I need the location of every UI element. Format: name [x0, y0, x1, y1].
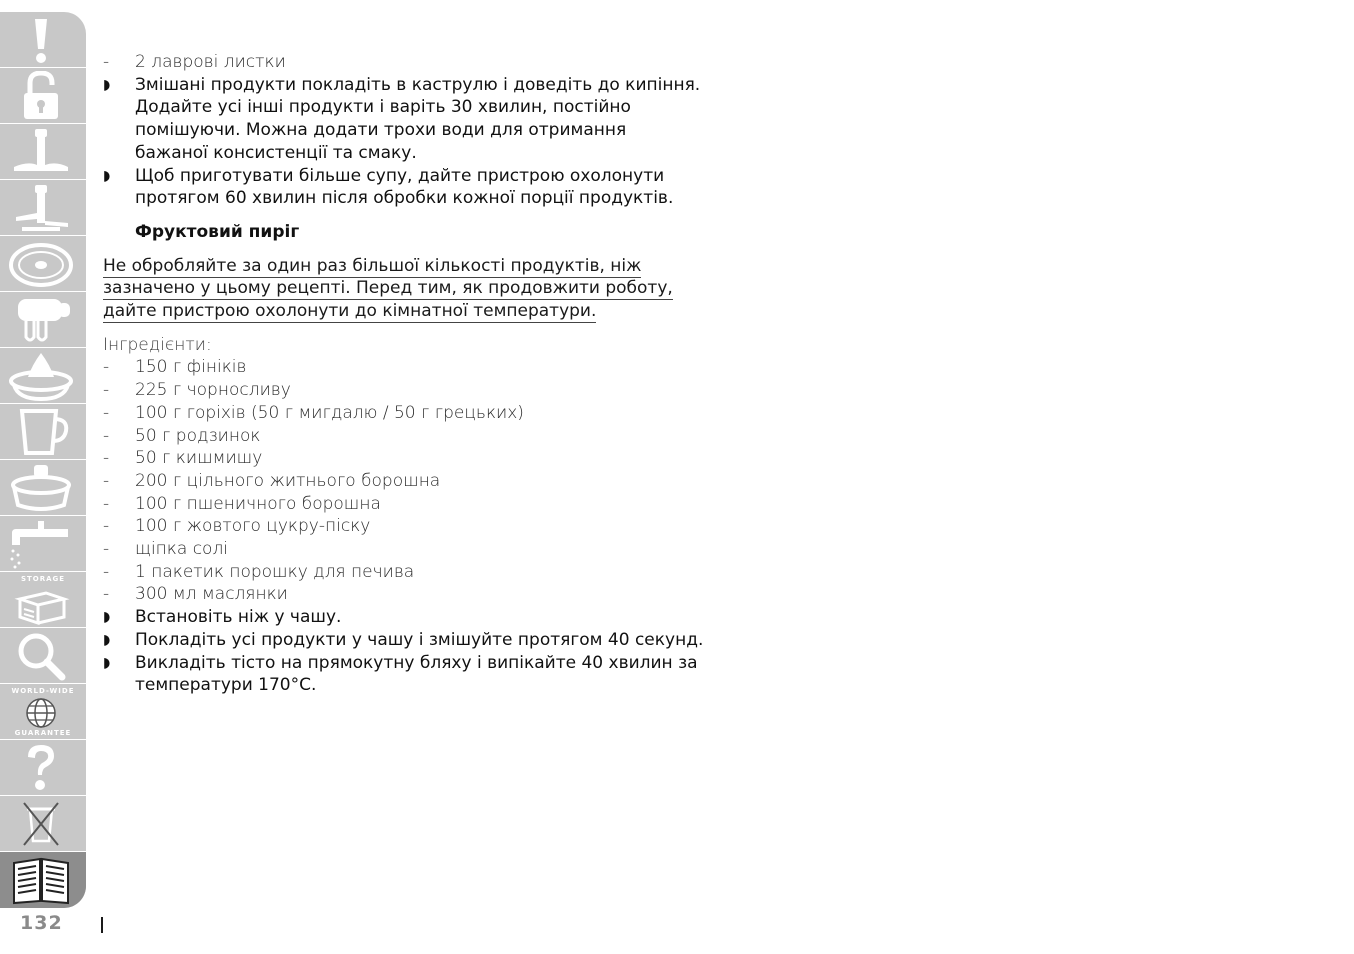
bullet-marker: ◗: [103, 654, 111, 671]
step-item: ◗ Змішані продукти покладіть в каструлю і доведіть до кипіння.: [103, 74, 701, 95]
world-wide-label: WORLD-WIDE: [11, 687, 75, 695]
step-continuation: протягом 60 хвилин після обробки кожної порції продуктів.: [135, 188, 674, 209]
tab-disc[interactable]: [0, 236, 86, 292]
question-icon: [8, 743, 74, 793]
recipe-book-icon: [8, 855, 74, 905]
mixer-icon: [8, 295, 74, 345]
ingredient-item: - 150 г фініків: [103, 357, 247, 378]
step-item: ◗ Викладіть тісто на прямокутну бляху і випікайте 40 хвилин за: [103, 652, 698, 673]
tab-citrus[interactable]: [0, 348, 86, 404]
ingredient-item: - 2 лаврові листки: [103, 52, 286, 72]
ingredient-item: - 50 г кишмишу: [103, 448, 263, 469]
tab-safety[interactable]: [0, 68, 86, 124]
tab-juicer[interactable]: [0, 460, 86, 516]
crossed-bin-icon: [8, 799, 74, 849]
dash-marker: -: [103, 539, 110, 560]
tab-storage[interactable]: [0, 572, 86, 628]
step-continuation: температури 170°C.: [135, 675, 317, 696]
dash-marker: -: [103, 561, 110, 582]
tab-recipes[interactable]: [0, 852, 86, 908]
globe-icon: [8, 687, 74, 737]
storage-box-icon: [8, 575, 74, 625]
step-continuation: Додайте усі інші продукти і варіть 30 хвилин, постійно: [135, 97, 631, 118]
dash-marker: -: [103, 380, 110, 401]
ingredient-item: - 100 г горіхів (50 г мигдалю / 50 г грецьких): [103, 402, 524, 423]
ingredient-item: - 200 г цільного житнього борошна: [103, 470, 441, 491]
tab-chopper[interactable]: [0, 180, 86, 236]
ingredients-label: Інгредієнти:: [103, 334, 212, 355]
important-icon: [8, 15, 74, 65]
step-continuation: помішуючи. Можна додати трохи води для отримання: [135, 120, 627, 141]
step-item: ◗ Встановіть ніж у чашу.: [103, 607, 342, 628]
ingredient-item: - 100 г пшеничного борошна: [103, 493, 381, 514]
ingredient-item: - 50 г родзинок: [103, 425, 261, 446]
step-continuation: бажаної консистенції та смаку.: [135, 142, 417, 163]
bullet-marker: ◗: [103, 609, 111, 626]
tab-jug[interactable]: [0, 404, 86, 460]
safety-lock-icon: [8, 71, 74, 121]
ingredient-item: - 1 пакетик порошку для печива: [103, 561, 415, 582]
jug-icon: [8, 407, 74, 457]
warning-line: Не обробляйте за один раз більшої кількості продуктів, ніж: [103, 255, 642, 276]
dash-marker: -: [103, 402, 110, 423]
recipe-heading: Фруктовий пиріг: [135, 221, 300, 242]
dash-marker: -: [103, 470, 110, 491]
warning-line: зазначено у цьому рецепті. Перед тим, як продовжити роботу,: [103, 278, 673, 299]
magnifier-icon: [8, 631, 74, 681]
tab-mixer[interactable]: [0, 292, 86, 348]
bullet-marker: ◗: [103, 76, 111, 93]
step-item: ◗ Покладіть усі продукти у чашу і змішуйте протягом 40 секунд.: [103, 629, 704, 650]
ingredient-item: - 100 г жовтого цукру-піску: [103, 516, 371, 537]
dash-marker: -: [103, 52, 110, 72]
storage-label: STORAGE: [20, 575, 66, 583]
dash-marker: -: [103, 516, 110, 537]
recipe-content: [103, 51, 703, 697]
dash-marker: -: [103, 448, 110, 469]
juicer-icon: [8, 463, 74, 513]
tab-guarantee[interactable]: [0, 684, 86, 740]
ingredient-item: - 225 г чорносливу: [103, 380, 291, 401]
dash-marker: -: [103, 357, 110, 378]
tab-faq[interactable]: [0, 740, 86, 796]
tab-troubleshooting[interactable]: [0, 628, 86, 684]
section-sidebar: [0, 12, 86, 908]
bullet-marker: ◗: [103, 167, 111, 184]
tab-important[interactable]: [0, 12, 86, 68]
page-number: 132: [20, 912, 63, 934]
guarantee-label: GUARANTEE: [14, 729, 72, 737]
warning-note: [103, 255, 703, 323]
warning-line: дайте пристрою охолонути до кімнатної температури.: [103, 301, 597, 322]
dash-marker: -: [103, 584, 110, 605]
bullet-marker: ◗: [103, 631, 111, 648]
tap-cleaning-icon: [8, 519, 74, 569]
tab-blade[interactable]: [0, 124, 86, 180]
page-number-divider: [101, 917, 103, 933]
dash-marker: -: [103, 493, 110, 514]
chopper-blade-icon: [8, 183, 74, 233]
citrus-press-icon: [8, 351, 74, 401]
disc-icon: [8, 239, 74, 289]
blade-icon: [8, 127, 74, 177]
tab-environment[interactable]: [0, 796, 86, 852]
tab-cleaning[interactable]: [0, 516, 86, 572]
ingredient-item: - щіпка солі: [103, 539, 229, 560]
ingredient-item: - 300 мл маслянки: [103, 584, 288, 605]
step-item: ◗ Щоб приготувати більше супу, дайте пристрою охолонути: [103, 165, 665, 186]
dash-marker: -: [103, 425, 110, 446]
